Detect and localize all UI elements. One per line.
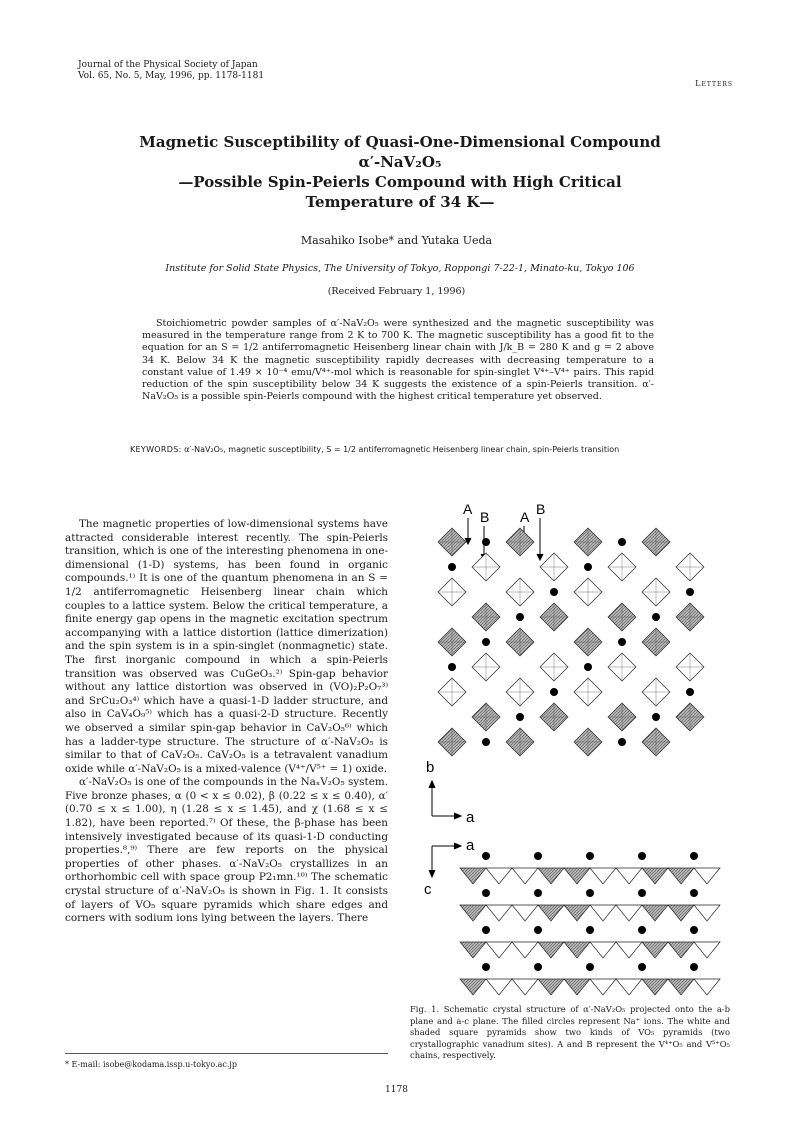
vo5-pyramid-side — [564, 905, 590, 921]
vo5-pyramid-side — [616, 979, 642, 995]
pyramid-edge — [642, 728, 670, 756]
na-ion — [686, 688, 694, 696]
na-ion — [584, 563, 592, 571]
title-line-1: Magnetic Susceptibility of Quasi-One-Dimensional Compound — [139, 133, 661, 151]
chain-label-a1: A — [463, 501, 473, 517]
vo5-pyramid-side — [512, 979, 538, 995]
vo5-pyramid-side — [694, 868, 720, 884]
pyramid-edge — [608, 553, 636, 581]
pyramid-edge — [676, 553, 704, 581]
vo5-pyramid-side — [616, 942, 642, 958]
ab-axes — [429, 781, 461, 819]
vo5-pyramid-side — [538, 942, 564, 958]
vo5-pyramid-side — [486, 979, 512, 995]
vo5-pyramid-side — [538, 905, 564, 921]
vo5-pyramid-side — [616, 905, 642, 921]
body-paragraph-1: The magnetic properties of low-dimensional systems have attracted considerable interest recently. The spin-Peierls transition, which is one of the interesting phenomena in one-dimensional (1-D) systems, has been found in organic compounds.¹⁾ It is one of the quantum phenomena in an S = 1/2 antiferromagnetic Heisenberg linear chain which couples to a lattice system. Below the critical temperature, a finite energy gap opens in the magnetic excitation spectrum accompanying with a lattice distortion (lattice dimerization) and the spin system is in a spin-singlet (nonmagnetic) state. The first inorganic compound in which a spin-Peierls transition was observed was CuGeO₃.²⁾ Spin-gap behavior without any lattice distortion was observed in (VO)₂P₂O₇³⁾ and SrCu₂O₃⁴⁾ which have a quasi-1-D ladder structure, and also in CaV₄O₉⁵⁾ which has a quasi-2-D structure. Recently we observed a similar spin-gap behavior in CaV₂O₅⁶⁾ which has a ladder-type structure. The structure of α′-NaV₂O₅ is similar to that of CaV₂O₅. CaV₂O₅ is a tetravalent vanadium oxide while α′-NaV₂O₅ is a mixed-valence (V⁴⁺/V⁵⁺ = 1) oxide. — [65, 518, 388, 775]
vo5-pyramid-side — [460, 868, 486, 884]
na-ion — [638, 852, 646, 860]
na-ion — [448, 563, 456, 571]
na-ion — [516, 613, 524, 621]
vo5-pyramid-side — [590, 905, 616, 921]
axis-label-a-bottom: a — [466, 837, 475, 854]
pyramid-edge — [472, 653, 500, 681]
keywords-text: α′-NaV₂O₅, magnetic susceptibility, S = 1/2 antiferromagnetic Heisenberg linear chain, spin-Peierls transition — [184, 445, 620, 454]
axis-label-b: b — [426, 759, 435, 776]
na-ion — [482, 963, 490, 971]
na-ion — [534, 889, 542, 897]
chain-label-a2: A — [520, 509, 530, 525]
pyramid-edge — [642, 578, 670, 606]
axis-label-a-top: a — [466, 809, 475, 826]
na-ion — [482, 738, 490, 746]
journal-citation — [78, 60, 264, 82]
vo5-pyramid-side — [694, 942, 720, 958]
pyramid-edge — [676, 703, 704, 731]
pyramid-edge — [472, 603, 500, 631]
ab-plane-projection — [438, 528, 704, 756]
vo5-pyramid-side — [590, 942, 616, 958]
vo5-pyramid-side — [486, 868, 512, 884]
pyramid-edge — [608, 703, 636, 731]
pyramid-edge — [472, 703, 500, 731]
ac-axes — [429, 843, 461, 877]
na-ion — [584, 663, 592, 671]
vo5-pyramid-side — [538, 979, 564, 995]
na-ion — [586, 889, 594, 897]
pyramid-edge — [574, 528, 602, 556]
pyramid-edge — [506, 678, 534, 706]
pyramid-edge — [506, 528, 534, 556]
vo5-pyramid-side — [616, 868, 642, 884]
na-ion — [638, 926, 646, 934]
na-ion — [482, 926, 490, 934]
na-ion — [618, 638, 626, 646]
title-line-4: Temperature of 34 K— — [305, 193, 495, 211]
na-ion — [482, 638, 490, 646]
title-line-2: α′-NaV₂O₅ — [358, 153, 442, 171]
vo5-pyramid-side — [486, 942, 512, 958]
pyramid-edge — [438, 728, 466, 756]
na-ion — [482, 852, 490, 860]
na-ion — [686, 588, 694, 596]
na-ion — [534, 963, 542, 971]
na-ion — [690, 926, 698, 934]
footnote: * E-mail: isobe@kodama.issp.u-tokyo.ac.jp — [65, 1060, 238, 1069]
na-ion — [618, 538, 626, 546]
pyramid-edge — [540, 703, 568, 731]
vo5-pyramid-side — [642, 905, 668, 921]
na-ion — [618, 738, 626, 746]
na-ion — [516, 713, 524, 721]
authors: Masahiko Isobe* and Yutaka Ueda — [300, 234, 493, 247]
vo5-pyramid-side — [460, 942, 486, 958]
vo5-pyramid-side — [694, 905, 720, 921]
body-paragraph-2: α′-NaV₂O₅ is one of the compounds in the NaₓV₂O₅ system. Five bronze phases, α (0 < x ≤ 0.02), β (0.22 ≤ x ≤ 0.40), α′ (0.70 ≤ x ≤ 1.00), η (1.28 ≤ x ≤ 1.45), and χ (1.68 ≤ x ≤ 1.82), have been reported.⁷⁾ Of these, the β-phase has been intensively investigated because of its quasi-1-D conducting properties.⁸,⁹⁾ There are few reports on the physical properties of other phases. α′-NaV₂O₅ crystallizes in an orthorhombic cell with space group P2₁mn.¹⁰⁾ The schematic crystal structure of α′-NaV₂O₅ is shown in Fig. 1. It consists of layers of VO₅ square pyramids which share edges and corners with sodium ions lying between the layers. There — [65, 776, 388, 925]
vo5-pyramid-side — [590, 868, 616, 884]
vo5-pyramid-side — [460, 979, 486, 995]
received-date: (Received February 1, 1996) — [327, 286, 466, 297]
vo5-pyramid-side — [564, 942, 590, 958]
affiliation: Institute for Solid State Physics, The University of Tokyo, Roppongi 7-22-1, Minato-ku, Tokyo 106 — [165, 263, 635, 274]
ac-plane-projection — [460, 852, 720, 995]
na-ion — [448, 663, 456, 671]
na-ion — [586, 963, 594, 971]
paper-title — [100, 132, 700, 212]
na-ion — [550, 588, 558, 596]
chain-label-b2: B — [536, 501, 546, 517]
chain-label-b1: B — [480, 509, 490, 525]
pyramid-edge — [574, 728, 602, 756]
vo5-pyramid-side — [642, 868, 668, 884]
na-ion — [690, 889, 698, 897]
pyramid-edge — [506, 578, 534, 606]
section-label: Letters — [695, 79, 733, 88]
figure-caption: Fig. 1. Schematic crystal structure of α′-NaV₂O₅ projected onto the a-b plane and a-c plane. The filled circles represent Na⁺ ions. The white and shaded square pyramids show two kinds of VO₅ pyramids (two crystallographic vanadium sites). A and B represent the V⁴⁺O₅ and V⁵⁺O₅ chains, respectively. — [410, 1004, 730, 1060]
pyramid-edge — [574, 578, 602, 606]
journal-volume: Vol. 65, No. 5, May, 1996, pp. 1178-1181 — [78, 71, 265, 81]
vo5-pyramid-side — [486, 905, 512, 921]
vo5-pyramid-side — [642, 942, 668, 958]
pyramid-edge — [540, 603, 568, 631]
pyramid-edge — [438, 678, 466, 706]
na-ion — [652, 713, 660, 721]
pyramid-edge — [506, 728, 534, 756]
page-number: 1178 — [385, 1085, 408, 1095]
pyramid-edge — [608, 603, 636, 631]
vo5-pyramid-side — [564, 868, 590, 884]
na-ion — [534, 926, 542, 934]
footnote-rule — [65, 1053, 388, 1054]
vo5-pyramid-side — [668, 868, 694, 884]
pyramid-edge — [574, 628, 602, 656]
pyramid-edge — [676, 653, 704, 681]
na-ion — [550, 688, 558, 696]
crystal-structure-figure — [420, 500, 740, 1004]
vo5-pyramid-side — [590, 979, 616, 995]
keywords-label: KEYWORDS: — [130, 445, 182, 454]
vo5-pyramid-side — [512, 942, 538, 958]
journal-name: Journal of the Physical Society of Japan — [78, 60, 258, 70]
title-line-3: —Possible Spin-Peierls Compound with High Critical — [178, 173, 622, 191]
na-ion — [690, 852, 698, 860]
na-ion — [482, 538, 490, 546]
pyramid-edge — [642, 628, 670, 656]
pyramid-edge — [540, 653, 568, 681]
na-ion — [586, 926, 594, 934]
abstract: Stoichiometric powder samples of α′-NaV₂O₅ were synthesized and the magnetic susceptibility was measured in the temperature range from 2 K to 700 K. The magnetic susceptibility has a good fit to the equation for an S = 1/2 antiferromagnetic Heisenberg linear chain with J/k_B = 280 K and g = 2 above 34 K. Below 34 K the magnetic susceptibility rapidly decreases with decreasing temperature to a constant value of 1.49 × 10⁻⁴ emu/V⁴⁺-mol which is reasonable for spin-singlet V⁴⁺–V⁴⁺ pairs. This rapid reduction of the spin susceptibility below 34 K suggests the existence of a spin-Peierls transition. α′-NaV₂O₅ is a possible spin-Peierls compound with the highest critical temperature yet observed. — [142, 318, 654, 403]
na-ion — [482, 889, 490, 897]
na-ion — [652, 613, 660, 621]
pyramid-edge — [438, 578, 466, 606]
pyramid-edge — [506, 628, 534, 656]
vo5-pyramid-side — [564, 979, 590, 995]
na-ion — [638, 963, 646, 971]
body-text — [65, 518, 388, 926]
na-ion — [586, 852, 594, 860]
vo5-pyramid-side — [668, 942, 694, 958]
na-ion — [690, 963, 698, 971]
vo5-pyramid-side — [642, 979, 668, 995]
pyramid-edge — [642, 528, 670, 556]
vo5-pyramid-side — [668, 979, 694, 995]
pyramid-edge — [540, 553, 568, 581]
pyramid-edge — [676, 603, 704, 631]
pyramid-edge — [574, 678, 602, 706]
axis-label-c: c — [424, 881, 432, 898]
vo5-pyramid-side — [512, 868, 538, 884]
pyramid-edge — [608, 653, 636, 681]
pyramid-edge — [438, 628, 466, 656]
pyramid-edge — [472, 553, 500, 581]
na-ion — [534, 852, 542, 860]
vo5-pyramid-side — [668, 905, 694, 921]
pyramid-edge — [642, 678, 670, 706]
vo5-pyramid-side — [538, 868, 564, 884]
vo5-pyramid-side — [512, 905, 538, 921]
vo5-pyramid-side — [694, 979, 720, 995]
pyramid-edge — [438, 528, 466, 556]
keywords — [130, 444, 670, 455]
vo5-pyramid-side — [460, 905, 486, 921]
na-ion — [638, 889, 646, 897]
